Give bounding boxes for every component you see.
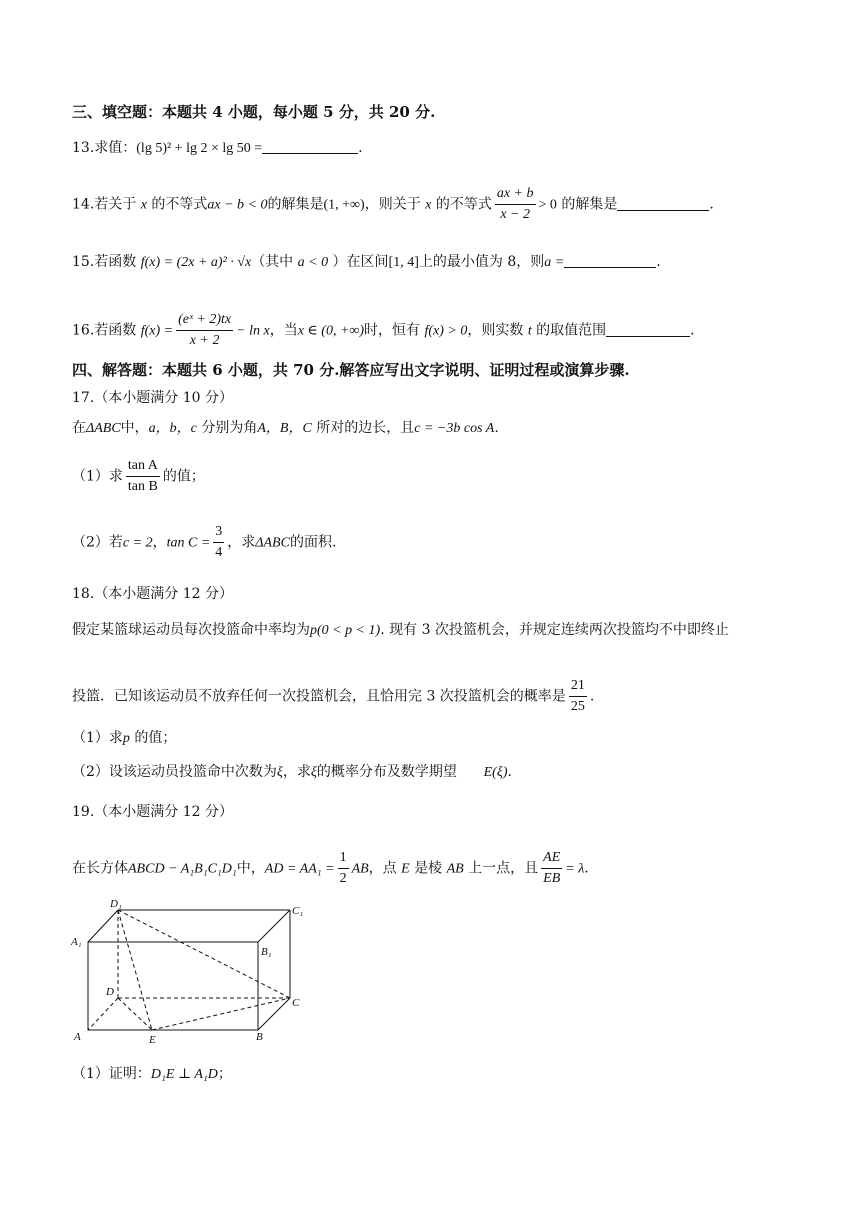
q16-minus-ln: − ln x bbox=[236, 323, 270, 339]
q17-part1-label: （1）求 bbox=[72, 468, 123, 485]
q14-end: . bbox=[709, 196, 714, 213]
q16-function-lhs: f(x) = bbox=[140, 323, 174, 339]
q17-part2-triangle: ΔABC bbox=[255, 535, 290, 551]
q17-part2-numerator: 3 bbox=[213, 522, 224, 543]
question-14 bbox=[72, 184, 714, 225]
label-b: B bbox=[256, 1031, 263, 1043]
q17-part2-denominator: 4 bbox=[215, 545, 223, 560]
q18-frac-denominator: 25 bbox=[570, 699, 585, 714]
q17-text: 分别为角 bbox=[201, 420, 258, 436]
q15-number: 15. bbox=[72, 254, 95, 270]
q19-lambda: = λ bbox=[565, 861, 585, 877]
q13-answer-blank bbox=[262, 139, 358, 154]
q16-answer-blank bbox=[606, 322, 690, 337]
q15-text: （其中 bbox=[251, 254, 294, 270]
q16-text: 若函数 bbox=[94, 322, 137, 339]
q14-text: 的解集是 bbox=[267, 196, 324, 213]
section3-heading: 三、填空题：本题共 4 小题，每小题 5 分，共 20 分. bbox=[72, 103, 436, 121]
q15-condition: a < 0 bbox=[297, 255, 329, 270]
q19-part1-label: （1）证明： bbox=[72, 1066, 151, 1082]
q16-text: 时，恒有 bbox=[364, 322, 421, 339]
q17-part2-label: （2）若 bbox=[72, 534, 123, 551]
q14-text: 的不等式 bbox=[435, 196, 492, 213]
q17-condition: c = −3b cos A bbox=[414, 421, 495, 436]
q19-solid: ABCD − A₁B₁C₁D₁ bbox=[128, 861, 237, 877]
q15-interval: [1, 4] bbox=[388, 255, 419, 270]
q14-fraction bbox=[495, 184, 536, 225]
q13-end: . bbox=[358, 140, 363, 156]
q17-angles: A，B，C bbox=[257, 421, 312, 436]
q17-end: . bbox=[494, 420, 499, 436]
q15-function: f(x) = (2x + a)² · √x bbox=[140, 255, 252, 270]
q19-point-e: E bbox=[401, 861, 410, 877]
q14-solution-set: (1, +∞) bbox=[323, 197, 365, 213]
q13-number: 13. bbox=[72, 140, 95, 156]
label-e: E bbox=[149, 1034, 156, 1046]
q14-var: x bbox=[140, 197, 147, 213]
q19-ratio-numerator: AE bbox=[541, 848, 562, 869]
question-16 bbox=[72, 310, 695, 351]
q16-text: ，则实数 bbox=[467, 322, 524, 339]
q19-half-numerator: 1 bbox=[338, 848, 349, 869]
q17-part2-end: 的面积. bbox=[289, 534, 337, 551]
q17-part2-fraction bbox=[213, 522, 224, 563]
q15-answer-blank bbox=[564, 253, 656, 268]
edge-c1b1 bbox=[258, 910, 290, 942]
q19-text: 中， bbox=[236, 860, 265, 877]
edge-da bbox=[88, 998, 118, 1030]
q18-text: 假定某篮球运动员每次投篮命中率均为 bbox=[72, 622, 310, 638]
q19-text: 上一点，且 bbox=[468, 860, 539, 877]
q19-half-denominator: 2 bbox=[339, 871, 347, 886]
q17-stem bbox=[72, 418, 499, 439]
q14-text: ，则关于 bbox=[364, 196, 421, 213]
q17-part2-tan: tan C = bbox=[166, 535, 211, 551]
q15-end: . bbox=[656, 254, 661, 270]
q17-part1-denominator: tan B bbox=[127, 479, 158, 494]
q14-var: x bbox=[425, 197, 432, 213]
q19-header: 19.（本小题满分 12 分） bbox=[72, 804, 233, 820]
q16-domain: x ∈ (0, +∞) bbox=[297, 323, 365, 339]
q17-part2 bbox=[72, 522, 336, 563]
edge-cb bbox=[258, 998, 290, 1030]
label-c: C bbox=[292, 997, 300, 1009]
q14-inequality: ax − b < 0 bbox=[207, 197, 268, 213]
q17-sides: a，b，c bbox=[148, 421, 197, 436]
label-d: D bbox=[106, 986, 114, 998]
q14-frac-denominator: x − 2 bbox=[500, 207, 530, 222]
q18-xi: ξ bbox=[310, 765, 317, 780]
q18-xi: ξ bbox=[276, 765, 283, 780]
question-15 bbox=[72, 252, 661, 273]
q19-half bbox=[338, 848, 349, 889]
label-c1: C₁ bbox=[292, 905, 304, 917]
q19-ab: AB bbox=[351, 861, 369, 877]
q14-text: 的解集是 bbox=[561, 196, 618, 213]
q18-fraction bbox=[569, 676, 587, 717]
q16-fraction bbox=[176, 310, 233, 351]
q14-frac-numerator: ax + b bbox=[495, 184, 536, 205]
q15-a-eq: a = bbox=[544, 255, 565, 270]
q17-header: 17.（本小题满分 10 分） bbox=[72, 390, 233, 406]
q14-text: 若关于 bbox=[94, 196, 137, 213]
q15-text: 若函数 bbox=[94, 254, 137, 270]
segment-ec bbox=[152, 998, 290, 1030]
segment-d1e bbox=[118, 910, 152, 1030]
q16-text: 的取值范围 bbox=[536, 322, 607, 339]
q14-gt0: > 0 bbox=[538, 197, 557, 213]
q19-text: ，点 bbox=[368, 860, 397, 877]
cuboid-figure bbox=[66, 898, 316, 1048]
q18-header: 18.（本小题满分 12 分） bbox=[72, 586, 233, 602]
q17-part2-c: c = 2 bbox=[122, 535, 153, 551]
q16-positive: f(x) > 0 bbox=[424, 323, 468, 339]
q18-part2-label: （2）设该运动员投篮命中次数为 bbox=[72, 764, 277, 780]
q17-part1-fraction bbox=[126, 456, 160, 497]
q18-part2 bbox=[72, 762, 512, 783]
q19-text: 在长方体 bbox=[72, 860, 128, 877]
label-b1: B₁ bbox=[261, 946, 272, 958]
q18-expectation: E(ξ) bbox=[483, 765, 508, 780]
q18-part1-end: 的值； bbox=[134, 730, 177, 746]
q19-part1-expr: D₁E ⊥ A₁D bbox=[150, 1067, 218, 1082]
q17-part1 bbox=[72, 456, 205, 497]
q18-end: . bbox=[589, 688, 595, 705]
q15-text: ）在区间 bbox=[332, 254, 389, 270]
q19-end: . bbox=[584, 860, 589, 877]
q17-part1-end: 的值； bbox=[162, 468, 205, 485]
q18-frac-numerator: 21 bbox=[569, 676, 587, 697]
q14-answer-blank bbox=[617, 196, 709, 211]
q18-line1 bbox=[72, 620, 729, 641]
label-d1: D₁ bbox=[110, 898, 122, 910]
section4-heading: 四、解答题：本题共 6 小题，共 70 分.解答应写出文字说明、证明过程或演算步骤. bbox=[72, 361, 630, 379]
q19-ratio bbox=[541, 848, 562, 889]
q19-part1 bbox=[72, 1064, 232, 1085]
edge-d1a1 bbox=[88, 910, 118, 942]
q16-number: 16. bbox=[72, 322, 95, 339]
q19-text: 是棱 bbox=[414, 860, 443, 877]
q15-text: 上的最小值为 8，则 bbox=[418, 254, 545, 270]
label-a: A bbox=[74, 1031, 81, 1043]
q18-part1-label: （1）求 bbox=[72, 730, 123, 746]
q16-end: . bbox=[690, 322, 695, 339]
q19-edge: AB bbox=[446, 861, 464, 877]
q14-number: 14. bbox=[72, 196, 95, 213]
q13-expression: (lg 5)² + lg 2 × lg 50 = bbox=[136, 141, 263, 156]
q18-text: 投篮．已知该运动员不放弃任何一次投篮机会，且恰用完 3 次投篮机会的概率是 bbox=[72, 688, 566, 705]
q17-part2-sep: ， bbox=[152, 534, 167, 551]
q18-text: ，求 bbox=[282, 764, 311, 780]
q18-part1-var: p bbox=[122, 731, 130, 746]
q17-text: 中， bbox=[120, 420, 149, 436]
q17-triangle: ΔABC bbox=[86, 421, 121, 436]
q17-part1-numerator: tan A bbox=[126, 456, 160, 477]
label-a1: A₁ bbox=[71, 936, 82, 948]
q18-end: . bbox=[507, 764, 512, 780]
q14-text: 的不等式 bbox=[151, 196, 208, 213]
q17-text: 所对的边长，且 bbox=[316, 420, 415, 436]
q16-var-t: t bbox=[527, 323, 532, 339]
q18-text: 的概率分布及数学期望 bbox=[316, 764, 457, 780]
q17-part2-text: ，求 bbox=[227, 534, 256, 551]
question-13 bbox=[72, 138, 363, 159]
q16-frac-denominator: x + 2 bbox=[189, 333, 220, 348]
q16-text: ，当 bbox=[269, 322, 298, 339]
q17-text: 在 bbox=[72, 420, 86, 436]
q19-part1-end: ； bbox=[217, 1066, 232, 1082]
q13-text: 求值： bbox=[94, 140, 137, 156]
q18-probability: p(0 < p < 1) bbox=[310, 623, 381, 638]
q18-text: . 现有 3 次投篮机会，并规定连续两次投篮均不中即终止 bbox=[380, 622, 729, 638]
q18-part1 bbox=[72, 728, 176, 749]
q19-stem bbox=[72, 848, 589, 889]
q19-ratio-denominator: EB bbox=[543, 871, 561, 886]
q16-frac-numerator: (eˣ + 2)tx bbox=[176, 310, 233, 331]
segment-de bbox=[118, 998, 152, 1030]
q18-line2 bbox=[72, 676, 594, 717]
q19-equation: AD = AA₁ = bbox=[264, 861, 335, 877]
